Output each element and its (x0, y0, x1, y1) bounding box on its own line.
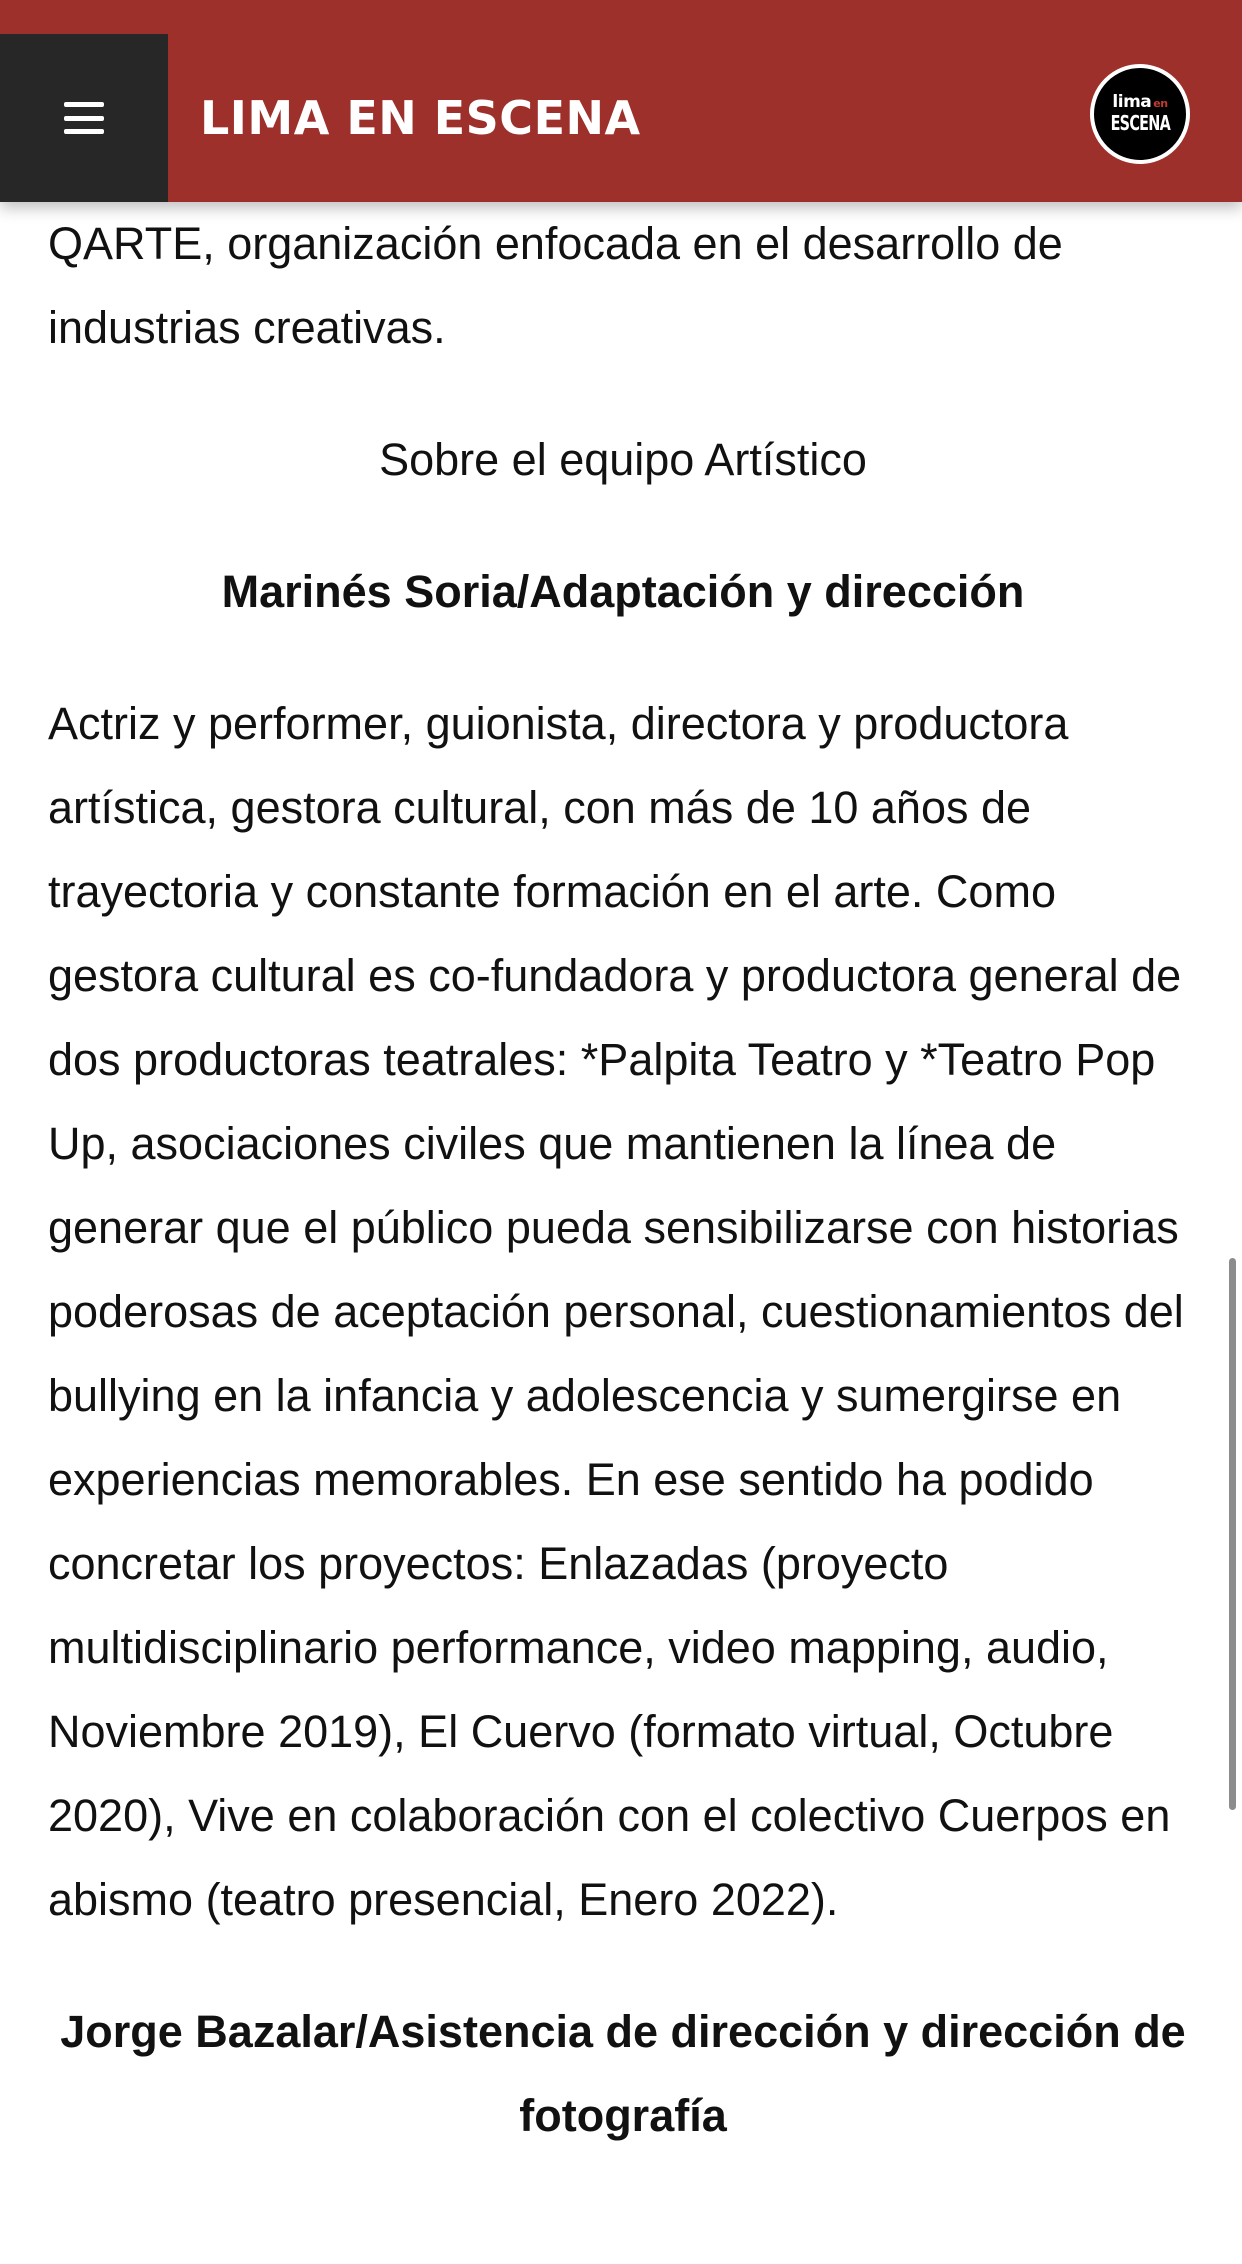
site-logo[interactable] (1090, 64, 1190, 164)
logo-text-escena: ESCENA (1110, 111, 1170, 135)
site-title[interactable]: LIMA EN ESCENA (200, 91, 641, 145)
section-title: Sobre el equipo Artístico (379, 434, 867, 485)
page-scrollbar[interactable] (1229, 1258, 1236, 1810)
person-heading-2: Jorge Bazalar/Asistencia de dirección y dirección de fotografía (60, 2006, 1186, 2141)
hamburger-icon (64, 102, 104, 134)
intro-paragraph: QARTE, organización enfocada en el desarrollo de industrias creativas. (48, 218, 1063, 353)
logo-text-en: en (1153, 97, 1168, 110)
person-heading-1: Marinés Soria/Adaptación y dirección (221, 566, 1025, 617)
site-header (0, 0, 1242, 202)
article-body (48, 202, 1198, 2158)
logo-text-lima: lima (1112, 92, 1152, 112)
person-bio-1: Actriz y performer, guionista, directora y productora artística, gestora cultural, con más de 10 años de trayectoria y constante formación en el arte. Como gestora cultural es co-fundadora y productora general de dos productoras teatrales: *Palpita Teatro y *Teatro Pop Up, asociaciones civiles que mantienen la línea de generar que el público pueda sensibilizarse con historias poderosas de aceptación personal, cuestionamientos del bullying en la infancia y adolescencia y sumergirse en experiencias memorables. En ese sentido ha podido concretar los proyectos: Enlazadas (proyecto multidisciplinario performance, video mapping, audio, Noviembre 2019), El Cuervo (formato virtual, Octubre 2020), Vive en colaboración con el colectivo Cuerpos en abismo (teatro presencial, Enero 2022). (48, 698, 1184, 1925)
menu-button[interactable] (0, 34, 168, 202)
